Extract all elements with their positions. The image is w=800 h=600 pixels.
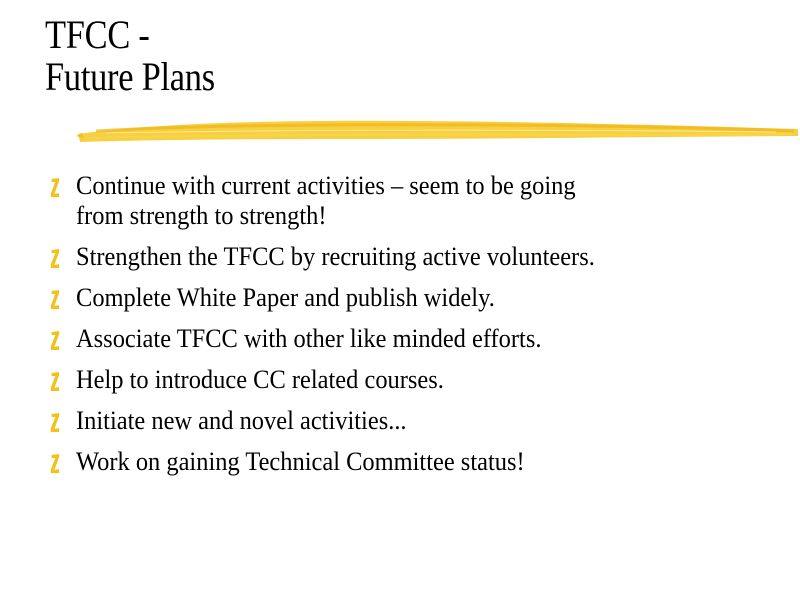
- bullet-item: [45, 242, 741, 272]
- slide-title-line-2: Future Plans: [45, 53, 215, 99]
- yellow-z-bullet-icon: [51, 454, 60, 473]
- bullet-text: Strengthen the TFCC by recruiting active volunteers.: [76, 242, 595, 271]
- yellow-z-bullet-icon: [51, 331, 60, 350]
- bullet-item: [45, 324, 741, 354]
- bullet-text: Complete White Paper and publish widely.: [76, 283, 495, 312]
- bullet-text: Continue with current activities – seem to be going: [76, 171, 576, 200]
- bullet-list: [45, 171, 785, 488]
- yellow-z-bullet-icon: [51, 178, 60, 197]
- slide-title-line-1: TFCC -: [45, 12, 150, 57]
- bullet-item: [45, 283, 741, 313]
- yellow-z-bullet-icon: [51, 413, 60, 432]
- brush-stroke-divider: [76, 112, 800, 148]
- bullet-item: [45, 171, 741, 231]
- slide-title: [45, 14, 215, 97]
- bullet-text: Work on gaining Technical Committee status!: [76, 447, 525, 476]
- bullet-text-continued: from strength to strength!: [76, 201, 327, 230]
- bullet-item: [45, 447, 741, 477]
- bullet-text: Help to introduce CC related courses.: [76, 365, 444, 394]
- yellow-z-bullet-icon: [51, 372, 60, 391]
- bullet-item: [45, 365, 741, 395]
- yellow-z-bullet-icon: [51, 249, 60, 268]
- bullet-text: Associate TFCC with other like minded efforts.: [76, 324, 542, 353]
- yellow-z-bullet-icon: [51, 290, 60, 309]
- bullet-item: [45, 406, 741, 436]
- bullet-text: Initiate new and novel activities...: [76, 406, 407, 435]
